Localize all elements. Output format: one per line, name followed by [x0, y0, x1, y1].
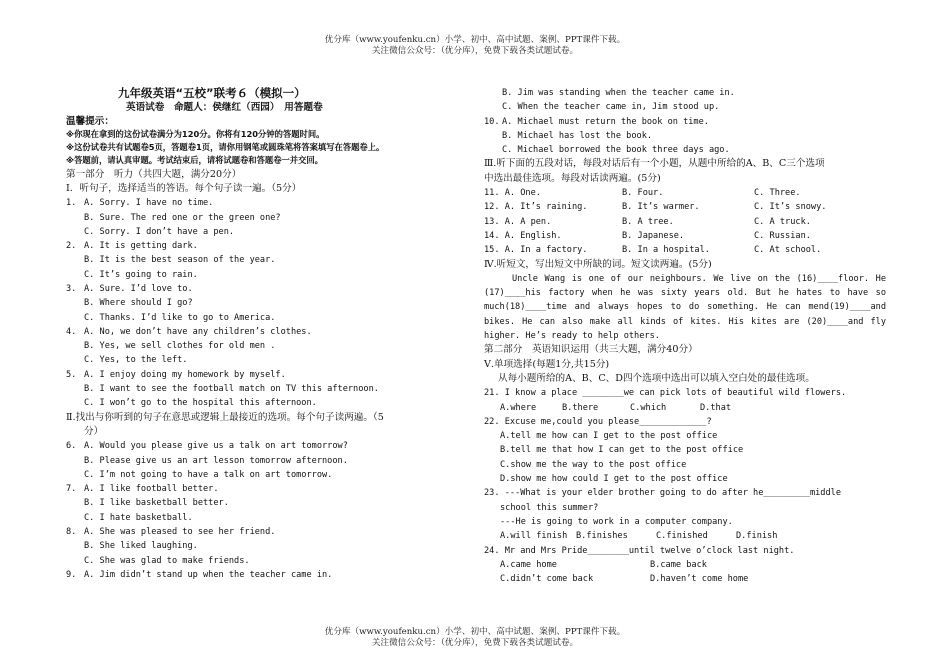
tip-line: ※答题前，请认真审题。考试结束后，请将试题卷和答题卷一并交回。	[66, 155, 323, 166]
question-15	[484, 243, 886, 257]
question-21-options	[484, 401, 886, 415]
option-c: C. It’s going to rain.	[84, 269, 198, 280]
question-8	[66, 525, 466, 568]
question-6	[66, 439, 466, 482]
part-2-heading: 第二部分 英语知识运用（共三大题，满分40分）	[484, 344, 698, 356]
option-a: A. I like football better.	[84, 484, 219, 495]
option-b: B.tell me that how I can get to the post office	[500, 445, 744, 456]
option-a: A.came home	[500, 559, 557, 570]
question-number: 2.	[66, 241, 77, 252]
option-b: B. Four.	[622, 188, 664, 199]
option-b: B.finishes	[576, 531, 628, 542]
question-1	[66, 196, 466, 239]
question-11	[484, 186, 886, 200]
listening-passage: Uncle Wang is one of our neighbours. We live on the (16)____floor. He (17)____his factory when he was sixty years old. But he hates to have so much(18)____time and always hopes to do something. He can mend(19)____and bikes. He can also make all kinds of kites. His kites are (20)____and fly higher. He’s ready to help others.	[484, 273, 886, 342]
option-a: A.tell me how can I get to the post office	[500, 431, 718, 442]
option-a: A.will finish	[500, 531, 568, 542]
question-24-options-row-2	[484, 572, 886, 586]
question-2	[66, 239, 466, 282]
option-c: C. Russian.	[754, 230, 811, 241]
question-13	[484, 215, 886, 229]
page-footer	[0, 627, 950, 649]
question-23: 23. ---What is your elder brother going to do after he_________middle	[484, 488, 841, 499]
question-7	[66, 482, 466, 525]
option-b: B. Japanese.	[622, 230, 685, 241]
section-1-heading: Ⅰ．听句子，选择适当的答语。每个句子读一遍。（5分）	[66, 182, 302, 194]
option-c: C. I won’t go to the hospital this afternoon.	[84, 398, 317, 409]
question-5	[66, 368, 466, 411]
option-c: C. Michael borrowed the book three days ago.	[502, 145, 730, 156]
exam-title: 九年级英语“五校”联考６（模拟一）	[118, 86, 306, 100]
option-c: C.show me the way to the post office	[500, 459, 687, 470]
option-a: A. I enjoy doing my homework by myself.	[84, 369, 286, 380]
option-c: C.didn’t come back	[500, 574, 594, 585]
question-23-cont: school this summer?	[500, 502, 599, 513]
option-c: C. A truck.	[754, 216, 811, 227]
option-a: 11. A. One.	[484, 188, 541, 199]
option-b: B. It’s warmer.	[622, 202, 700, 213]
option-b: B. It is the best season of the year.	[84, 255, 276, 266]
question-number: 5.	[66, 369, 77, 380]
option-c: C. When the teacher came in, Jim stood up.	[502, 102, 720, 113]
option-a: A. Sorry. I have no time.	[84, 198, 214, 209]
option-d: D.finish	[736, 531, 778, 542]
option-b: B. I want to see the football match on TV this afternoon.	[84, 384, 379, 395]
question-number: 4.	[66, 326, 77, 337]
footer-line-1: 优分库（www.youfenku.cn）小学、初中、高中试题、案例、PPT课件下载。	[324, 627, 626, 637]
question-14	[484, 229, 886, 243]
exam-subtitle: 英语试卷 命题人：侯继红（西园） 用答题卷	[126, 102, 323, 113]
option-b: B. A tree.	[622, 216, 674, 227]
option-a: A. Would you please give us a talk on art tomorrow?	[84, 441, 348, 452]
option-c: C. She was glad to make friends.	[84, 555, 250, 566]
option-c: C.which	[630, 402, 667, 413]
option-d: D.haven’t come home	[650, 574, 749, 585]
tip-line: ※你现在拿到的这份试卷满分为120分。你将有120分钟的答题时间。	[66, 129, 325, 139]
question-23-response: ---He is going to work in a computer company.	[500, 516, 733, 527]
question-number: 1.	[66, 198, 77, 209]
question-number: 3.	[66, 283, 77, 294]
option-b: B.there	[562, 402, 599, 413]
question-23-options	[484, 529, 886, 543]
section-3-heading: Ⅲ.听下面的五段对话，每段对话后有一个小题，从题中所给的A、B、C三个选项	[484, 158, 825, 170]
option-c: C. I’m not going to have a talk on art tomorrow.	[84, 469, 333, 480]
footer-line-2: 关注微信公众号：（优分库），免费下载各类试题试卷。	[371, 638, 579, 648]
header-line-1: 优分库（www.youfenku.cn）小学、初中、高中试题、案例、PPT课件下载。	[324, 35, 626, 45]
section-5-instructions: 从每小题所给的A、B、C、D四个选项中选出可以填入空白处的最佳选项。	[498, 372, 815, 384]
question-24: 24. Mr and Mrs Pride________until twelve o’clock last night.	[484, 545, 795, 556]
option-a: 12. A. It’s raining.	[484, 202, 588, 213]
option-a: A. She was pleased to see her friend.	[84, 527, 276, 538]
option-c: C. Yes, to the left.	[84, 355, 188, 366]
section-2-heading-cont: 分）	[84, 425, 104, 437]
option-b: B. Yes, we sell clothes for old men .	[84, 341, 276, 352]
option-b: B. Sure. The red one or the green one?	[84, 212, 281, 223]
option-a: A. Jim didn’t stand up when the teacher came in.	[84, 569, 333, 580]
right-column	[484, 86, 886, 586]
option-a: A. Sure. I’d love to.	[84, 283, 193, 294]
question-9	[66, 568, 466, 582]
section-3-heading-cont: 中选出最佳选项。每段对话读两遍。(5分)	[484, 172, 661, 184]
option-c: C. I hate basketball.	[84, 512, 193, 523]
question-3	[66, 282, 466, 325]
option-c: C. Thanks. I’d like to go to America.	[84, 312, 276, 323]
left-column	[66, 86, 466, 582]
option-a: A. Michael must return the book on time.	[502, 116, 709, 127]
option-a: 15. A. In a factory.	[484, 245, 588, 256]
section-2-heading: Ⅱ.找出与你听到的句子在意思或逻辑上最接近的选项。每个句子读两遍。（5	[66, 411, 384, 423]
option-b: B.came back	[650, 559, 707, 570]
option-c: C. It’s snowy.	[754, 202, 827, 213]
option-a: A. It is getting dark.	[84, 241, 198, 252]
question-24-options-row-1	[484, 558, 886, 572]
question-12	[484, 200, 886, 214]
question-4	[66, 325, 466, 368]
question-21: 21. I know a place ________we can pick lots of beautiful wild flowers.	[484, 388, 847, 399]
section-5-heading: Ⅴ.单项选择(每题1分,共15分)	[484, 358, 610, 370]
page-header	[0, 35, 950, 57]
tips-heading: 温馨提示：	[66, 116, 114, 127]
header-line-2: 关注微信公众号：（优分库），免费下载各类试题试卷。	[371, 46, 579, 56]
option-a: A.where	[500, 402, 537, 413]
option-a: A. No, we don’t have any children’s clothes.	[84, 326, 312, 337]
question-number: 10.	[484, 116, 500, 127]
part-1-heading: 第一部分 听力（共四大题，满分20分）	[66, 168, 242, 180]
question-10	[484, 115, 886, 158]
option-c: C. At school.	[754, 245, 822, 256]
question-22: 22. Excuse me,could you please_____________?	[484, 416, 712, 427]
question-number: 8.	[66, 527, 77, 538]
option-b: B. Where should I go?	[84, 298, 193, 309]
question-number: 7.	[66, 484, 77, 495]
option-c: C.finished	[656, 531, 708, 542]
option-c: C. Three.	[754, 188, 801, 199]
option-b: B. I like basketball better.	[84, 498, 229, 509]
option-c: C. Sorry. I don’t have a pen.	[84, 226, 235, 237]
option-d: D.that	[700, 402, 732, 413]
question-number: 9.	[66, 569, 77, 580]
option-b: B. Please give us an art lesson tomorrow afternoon.	[84, 455, 348, 466]
tip-line: ※这份试卷共有试题卷5页，答题卷1页，请你用钢笔或圆珠笔将答案填写在答题卷上。	[66, 142, 385, 153]
option-a: 13. A. A pen.	[484, 216, 552, 227]
option-a: 14. A. English.	[484, 230, 562, 241]
option-b: B. She liked laughing.	[84, 541, 198, 552]
option-b: B. Jim was standing when the teacher came in.	[502, 88, 735, 98]
question-number: 6.	[66, 441, 77, 452]
option-d: D.show me how could I get to the post office	[500, 474, 728, 485]
option-b: B. In a hospital.	[622, 245, 710, 256]
section-4-heading: Ⅳ.听短文，写出短文中所缺的词。短文读两遍。(5分)	[484, 258, 712, 270]
option-b: B. Michael has lost the book.	[502, 130, 653, 141]
